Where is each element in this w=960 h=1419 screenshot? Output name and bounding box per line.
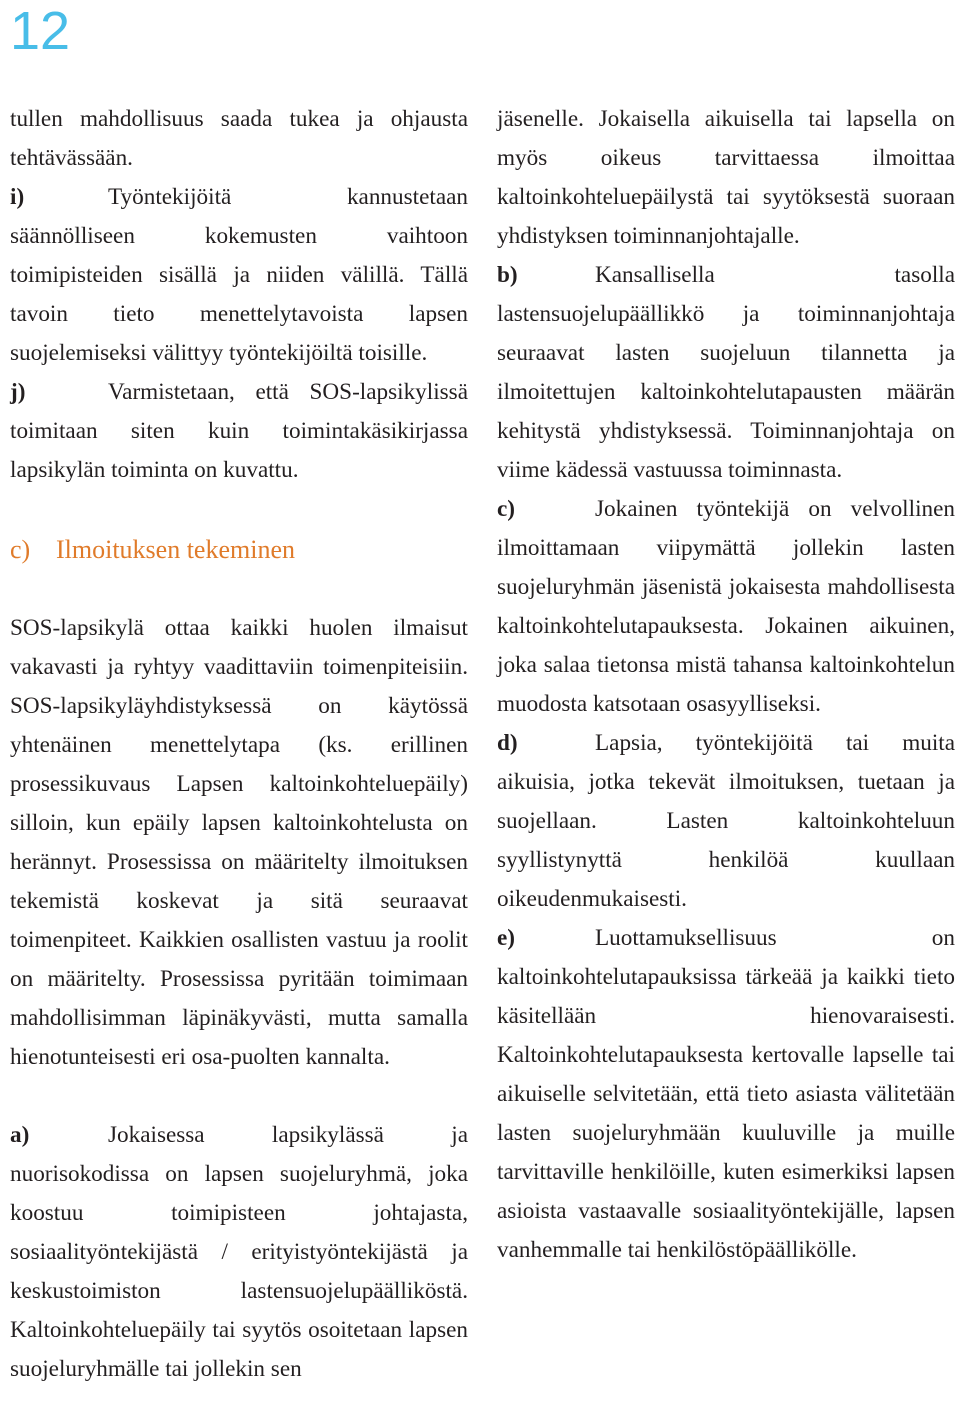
item-text: Luottamuksellisuus on kaltoinkohtelutapauksissa tärkeää ja kaikki tieto käsitellään hienovaraisesti. Kaltoinkohtelutapauksesta kertovalle lapselle tai aikuiselle selvitetään, että tieto asiasta välitetään lasten suojeluryhmään kuuluville ja muille tarvittaville henkilöille, kuten esimerkiksi lapsen asioista vastaavalle sosiaalityöntekijälle, lapsen vanhemmalle tai henkilöstöpäällikölle. bbox=[497, 925, 955, 1263]
continued-paragraph: jäsenelle. Jokaisella aikuisella tai lapsella on myös oikeus tarvittaessa ilmoittaa kaltoinkohteluepäilystä tai syytöksestä suoraan yhdistyksen toiminnanjohtajalle. bbox=[497, 106, 955, 249]
item-label: j) bbox=[10, 379, 26, 405]
page-number: 12 bbox=[10, 1, 71, 61]
item-text: Kansallisella tasolla lastensuojelupäällikkö ja toiminnanjohtaja seuraavat lasten suojeluun tilannetta ja ilmoitettujen kaltoinkohtelutapausten määrän kehitystä yhdistyksessä. Toiminnanjohtaja on viime kädessä vastuussa toiminnasta. bbox=[497, 262, 955, 483]
left-column bbox=[10, 100, 468, 1389]
item-text: Jokaisessa lapsikylässä ja nuorisokodissa on lapsen suojeluryhmä, joka koostuu toimipisteen johtajasta, sosiaalityöntekijästä / erityistyöntekijästä ja keskustoimiston lastensuojelupäälliköstä. Kaltoinkohteluepäily tai syytös osoitetaan lapsen suojeluryhmälle tai jollekin sen bbox=[10, 1122, 468, 1382]
list-item-c bbox=[497, 490, 955, 724]
spacer bbox=[10, 1077, 468, 1116]
list-item-b bbox=[497, 256, 955, 490]
section-heading-text: Ilmoituksen tekeminen bbox=[56, 535, 296, 564]
item-label: d) bbox=[497, 730, 518, 756]
list-item-a bbox=[10, 1116, 468, 1389]
body-paragraph: SOS-lapsikylä ottaa kaikki huolen ilmaisut vakavasti ja ryhtyy vaadittaviin toimenpiteisiin. SOS-lapsikyläyhdistyksessä on käytössä yhtenäinen menettelytapa (ks. erillinen prosessikuvaus Lapsen kaltoinkohteluepäily) silloin, kun epäily lapsen kaltoinkohtelusta on herännyt. Prosessissa on määritelty ilmoituksen tekemistä koskevat ja sitä seuraavat toimenpiteet. Kaikkien osallisten vastuu ja roolit on määritelty. Prosessissa pyritään toimimaan mahdollisimman läpinäkyvästi, mutta samalla hienotunteisesti eri osa-puolten kannalta. bbox=[10, 615, 468, 1070]
item-text: Lapsia, työntekijöitä tai muita aikuisia, jotka tekevät ilmoituksen, tuetaan ja suojellaan. Lasten kaltoinkohteluun syyllistynyttä henkilöä kuullaan oikeudenmukaisesti. bbox=[497, 730, 955, 912]
list-item-i bbox=[10, 178, 468, 373]
item-text: Jokainen työntekijä on velvollinen ilmoittamaan viipymättä jollekin lasten suojeluryhmän jäsenistä jokaisesta mahdollisesta kaltoinkohtelutapauksesta. Jokainen aikuinen, joka salaa tietonsa mistä tahansa kaltoinkohtelun muodosta katsotaan osasyylliseksi. bbox=[497, 496, 955, 717]
item-text: Työntekijöitä kannustetaan säännölliseen kokemusten vaihtoon toimipisteiden sisällä ja niiden välillä. Tällä tavoin tieto menettelytavoista lapsen suojelemiseksi välittyy työntekijöiltä toisille. bbox=[10, 184, 468, 366]
section-heading bbox=[10, 530, 468, 569]
section-heading-label: c) bbox=[10, 535, 31, 564]
list-item-d bbox=[497, 724, 955, 919]
list-item-j bbox=[10, 373, 468, 490]
item-label: b) bbox=[497, 262, 518, 288]
item-label: i) bbox=[10, 184, 25, 210]
item-label: e) bbox=[497, 925, 516, 951]
item-label: a) bbox=[10, 1122, 30, 1148]
intro-paragraph: tullen mahdollisuus saada tukea ja ohjausta tehtävässään. bbox=[10, 106, 468, 171]
right-column bbox=[497, 100, 955, 1270]
list-item-e bbox=[497, 919, 955, 1270]
item-label: c) bbox=[497, 496, 516, 522]
item-text: Varmistetaan, että SOS-lapsikylissä toimitaan siten kuin toimintakäsikirjassa lapsikylän toiminta on kuvattu. bbox=[10, 379, 468, 483]
